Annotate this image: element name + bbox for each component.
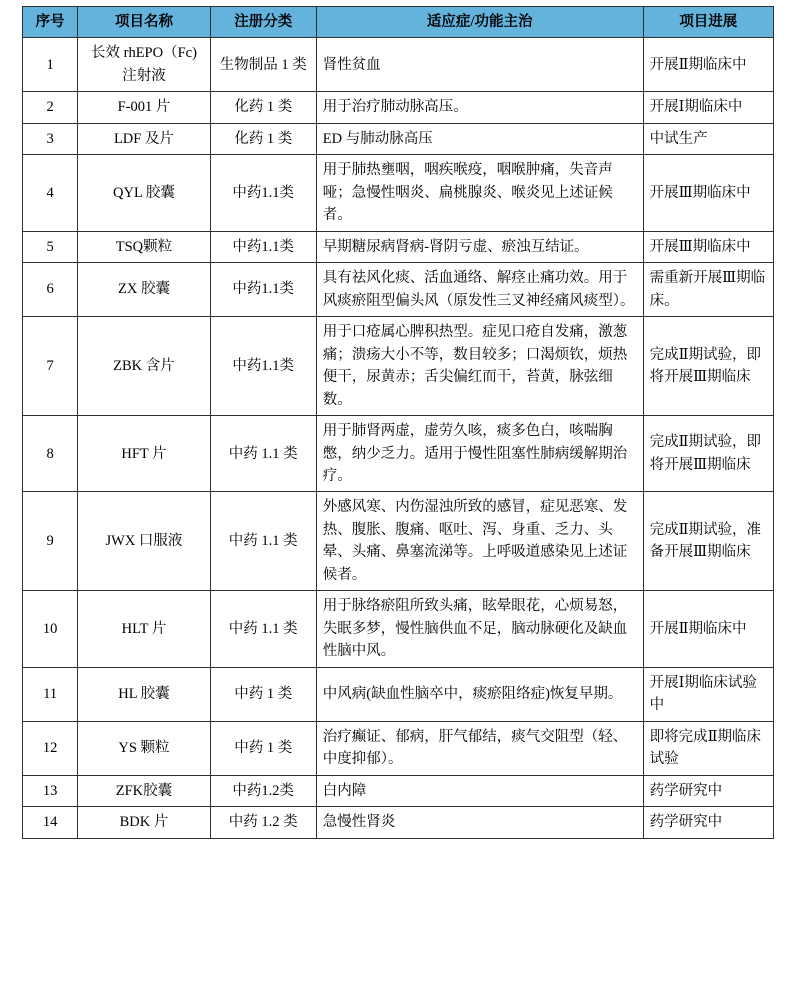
cell-indication: 肾性贫血 bbox=[316, 38, 643, 92]
cell-progress: 开展Ⅲ期临床中 bbox=[643, 231, 773, 262]
cell-indication: 用于治疗肺动脉高压。 bbox=[316, 92, 643, 123]
table-row bbox=[23, 317, 774, 416]
cell-name: ZFK胶囊 bbox=[78, 775, 211, 806]
cell-progress: 开展Ⅰ期临床试验中 bbox=[643, 667, 773, 721]
table-row bbox=[23, 155, 774, 231]
cell-class: 中药 1.1 类 bbox=[210, 416, 316, 492]
cell-no: 13 bbox=[23, 775, 78, 806]
cell-indication: 用于脉络瘀阻所致头痛，眩晕眼花，心烦易怒，失眠多梦，慢性脑供血不足，脑动脉硬化及缺血性脑中风。 bbox=[316, 591, 643, 667]
cell-progress: 完成Ⅱ期试验，即将开展Ⅲ期临床 bbox=[643, 317, 773, 416]
cell-class: 生物制品 1 类 bbox=[210, 38, 316, 92]
cell-no: 1 bbox=[23, 38, 78, 92]
column-header-class: 注册分类 bbox=[210, 7, 316, 38]
cell-indication: 治疗癫证、郁病，肝气郁结，痰气交阻型（轻、中度抑郁）。 bbox=[316, 721, 643, 775]
cell-class: 中药 1.2 类 bbox=[210, 807, 316, 838]
cell-indication: 用于肺热壅咽，咽疾喉疫，咽喉肿痛，失音声哑；急慢性咽炎、扁桃腺炎、喉炎见上述证候者。 bbox=[316, 155, 643, 231]
column-header-no: 序号 bbox=[23, 7, 78, 38]
cell-name: HLT 片 bbox=[78, 591, 211, 667]
cell-no: 8 bbox=[23, 416, 78, 492]
table-row bbox=[23, 492, 774, 591]
table-row bbox=[23, 123, 774, 154]
table-row bbox=[23, 667, 774, 721]
cell-indication: 具有祛风化痰、活血通络、解痉止痛功效。用于风痰瘀阻型偏头风（原发性三叉神经痛风痰型）。 bbox=[316, 263, 643, 317]
cell-name: JWX 口服液 bbox=[78, 492, 211, 591]
cell-indication: 用于口疮属心脾积热型。症见口疮自发痛，激葱痛；溃疡大小不等，数目较多；口渴烦钦，烦热便干，尿黄赤；舌尖偏红而干，苔黄，脉弦细数。 bbox=[316, 317, 643, 416]
cell-progress: 开展Ⅲ期临床中 bbox=[643, 155, 773, 231]
cell-progress: 开展Ⅰ期临床中 bbox=[643, 92, 773, 123]
table-header bbox=[23, 7, 774, 38]
cell-progress: 完成Ⅱ期试验，准备开展Ⅲ期临床 bbox=[643, 492, 773, 591]
cell-name: BDK 片 bbox=[78, 807, 211, 838]
header-row bbox=[23, 7, 774, 38]
cell-no: 9 bbox=[23, 492, 78, 591]
cell-name: TSQ颗粒 bbox=[78, 231, 211, 262]
cell-no: 14 bbox=[23, 807, 78, 838]
cell-indication: 中风病(缺血性脑卒中，痰瘀阻络症)恢复早期。 bbox=[316, 667, 643, 721]
cell-no: 6 bbox=[23, 263, 78, 317]
table-body bbox=[23, 38, 774, 838]
cell-class: 化药 1 类 bbox=[210, 123, 316, 154]
cell-class: 中药 1 类 bbox=[210, 667, 316, 721]
cell-indication: 外感风寒、内伤湿浊所致的感冒，症见恶寒、发热、腹胀、腹痛、呕吐、泻、身重、乏力、头晕、头痛、鼻塞流涕等。上呼吸道感染见上述证候者。 bbox=[316, 492, 643, 591]
cell-no: 3 bbox=[23, 123, 78, 154]
cell-progress: 需重新开展Ⅲ期临床。 bbox=[643, 263, 773, 317]
cell-progress: 中试生产 bbox=[643, 123, 773, 154]
cell-class: 化药 1 类 bbox=[210, 92, 316, 123]
column-header-name: 项目名称 bbox=[78, 7, 211, 38]
table-row bbox=[23, 775, 774, 806]
cell-no: 7 bbox=[23, 317, 78, 416]
cell-no: 11 bbox=[23, 667, 78, 721]
cell-progress: 即将完成Ⅱ期临床试验 bbox=[643, 721, 773, 775]
cell-name: ZX 胶囊 bbox=[78, 263, 211, 317]
column-header-progress: 项目进展 bbox=[643, 7, 773, 38]
cell-class: 中药1.1类 bbox=[210, 317, 316, 416]
cell-indication: 用于肺肾两虚，虚劳久咳，痰多色白，咳喘胸憋，纳少乏力。适用于慢性阻塞性肺病缓解期治疗。 bbox=[316, 416, 643, 492]
cell-class: 中药 1 类 bbox=[210, 721, 316, 775]
cell-progress: 开展Ⅱ期临床中 bbox=[643, 591, 773, 667]
project-pipeline-table bbox=[22, 6, 774, 839]
cell-progress: 药学研究中 bbox=[643, 807, 773, 838]
cell-class: 中药1.1类 bbox=[210, 155, 316, 231]
table-row bbox=[23, 591, 774, 667]
cell-name: F-001 片 bbox=[78, 92, 211, 123]
table-row bbox=[23, 263, 774, 317]
column-header-indication: 适应症/功能主治 bbox=[316, 7, 643, 38]
cell-name: 长效 rhEPO（Fc)注射液 bbox=[78, 38, 211, 92]
cell-name: ZBK 含片 bbox=[78, 317, 211, 416]
table-row bbox=[23, 416, 774, 492]
cell-indication: 早期糖尿病肾病-肾阴亏虚、瘀浊互结证。 bbox=[316, 231, 643, 262]
cell-name: QYL 胶囊 bbox=[78, 155, 211, 231]
table-row bbox=[23, 807, 774, 838]
cell-class: 中药 1.1 类 bbox=[210, 492, 316, 591]
table-row bbox=[23, 38, 774, 92]
cell-no: 2 bbox=[23, 92, 78, 123]
cell-no: 10 bbox=[23, 591, 78, 667]
cell-class: 中药1.1类 bbox=[210, 231, 316, 262]
cell-no: 4 bbox=[23, 155, 78, 231]
table-row bbox=[23, 92, 774, 123]
cell-class: 中药1.2类 bbox=[210, 775, 316, 806]
cell-progress: 药学研究中 bbox=[643, 775, 773, 806]
cell-no: 12 bbox=[23, 721, 78, 775]
cell-name: LDF 及片 bbox=[78, 123, 211, 154]
cell-no: 5 bbox=[23, 231, 78, 262]
cell-indication: 白内障 bbox=[316, 775, 643, 806]
cell-name: HFT 片 bbox=[78, 416, 211, 492]
cell-progress: 完成Ⅱ期试验，即将开展Ⅲ期临床 bbox=[643, 416, 773, 492]
cell-progress: 开展Ⅱ期临床中 bbox=[643, 38, 773, 92]
cell-name: YS 颗粒 bbox=[78, 721, 211, 775]
cell-class: 中药1.1类 bbox=[210, 263, 316, 317]
cell-indication: 急慢性肾炎 bbox=[316, 807, 643, 838]
cell-class: 中药 1.1 类 bbox=[210, 591, 316, 667]
table-row bbox=[23, 231, 774, 262]
cell-name: HL 胶囊 bbox=[78, 667, 211, 721]
cell-indication: ED 与肺动脉高压 bbox=[316, 123, 643, 154]
table-row bbox=[23, 721, 774, 775]
